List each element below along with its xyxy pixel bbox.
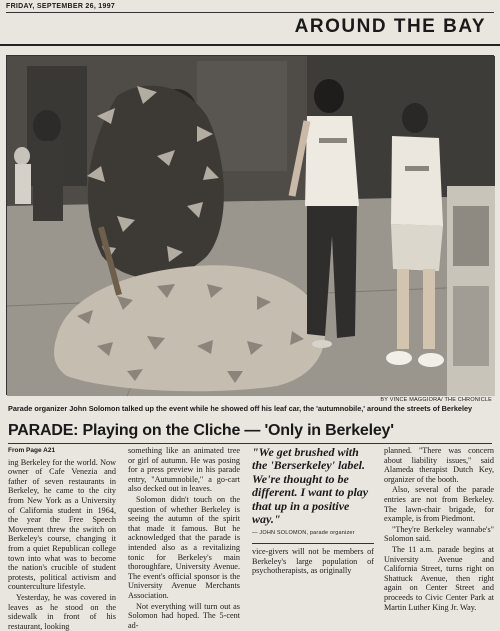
- headline-text: Playing on the Cliche — 'Only in Berkeley': [78, 422, 394, 439]
- photo-credit: BY VINCE MAGGIORA/ THE CHRONICLE: [380, 397, 492, 403]
- photo-caption: Parade organizer John Solomon talked up the event while he showed off his leaf car, the 'autumnobile,' around the streets of Berkeley: [8, 404, 473, 413]
- headline-kicker: PARADE:: [8, 422, 79, 439]
- paragraph: "They're Berkeley wannabe's" Solomon said.: [384, 524, 494, 544]
- news-photo: [6, 55, 494, 395]
- article-headline: [8, 422, 494, 440]
- page-header: [0, 0, 500, 46]
- paragraph: something like an animated tree or girl of autumn. He was posing for a press preview in his parade entry, "Autumnobile," a go-cart also decked out in leaves.: [128, 446, 240, 494]
- article-column-4: [384, 446, 494, 612]
- article-column-2: [128, 446, 240, 630]
- article-column-1: [8, 446, 116, 631]
- paragraph: planned. "There was concern about liability issues," said Alameda therapist Dutch Key, organizer of the booth.: [384, 446, 494, 484]
- pull-quote: "We get brushed with the 'Berserkeley' label. We're thought to be different. I want to play that up in a positive way.": [252, 445, 369, 527]
- header-rule: [6, 12, 494, 13]
- paragraph: ing Berkeley for the world. Now owner of Cafe Venezia and father of seven restaurants in Berkeley, he came to the city from New York as a University of California student in 1964, the year the Free Speech Movement threw the switch on Berkeley's course, changing it from a quiet Republican college town into what was to become the nation's crucible of student protests, political activism and counterculture lifestyle.: [8, 457, 116, 592]
- pull-quote-rule: [252, 543, 374, 544]
- paragraph: Yesterday, he was covered in leaves as he stood on the sidewalk in front of his restaurant, looking: [8, 592, 116, 631]
- jump-line: From Page A21: [8, 447, 56, 454]
- section-title: AROUND THE BAY: [294, 16, 486, 37]
- paragraph: The 11 a.m. parade begins at University Avenue and California Street, turns right on Shattuck Avenue, then right again on Center Street and proceeds to Civic Center Park at Martin Luther King Jr. Way.: [384, 544, 494, 612]
- article-column-3: [252, 446, 374, 600]
- paragraph: Not everything will turn out as Solomon had hoped. The 5-cent ad-: [128, 601, 240, 630]
- headline-rule: [8, 443, 492, 444]
- dateline: FRIDAY, SEPTEMBER 26, 1997: [6, 3, 116, 10]
- paragraph: Solomon didn't touch on the question of whether Berkeley is seeing the autumn of the spirit that made it famous. But he acknowledged that the parade is intended also as a revitalizing tonic for Berkeley's main thoroughfare, University Avenue. The event's official sponsor is the University Avenue Merchants Association.: [128, 494, 240, 600]
- paragraph: Also, several of the parade entries are not from Berkeley. The lawn-chair brigade, for example, is from Piedmont.: [384, 485, 494, 524]
- photo-illustration: [7, 56, 495, 396]
- pull-quote-attribution: — JOHN SOLOMON, parade organizer: [252, 530, 355, 537]
- paragraph: vice-givers will not be members of Berkeley's large population of psychotherapists, as originally: [252, 547, 374, 576]
